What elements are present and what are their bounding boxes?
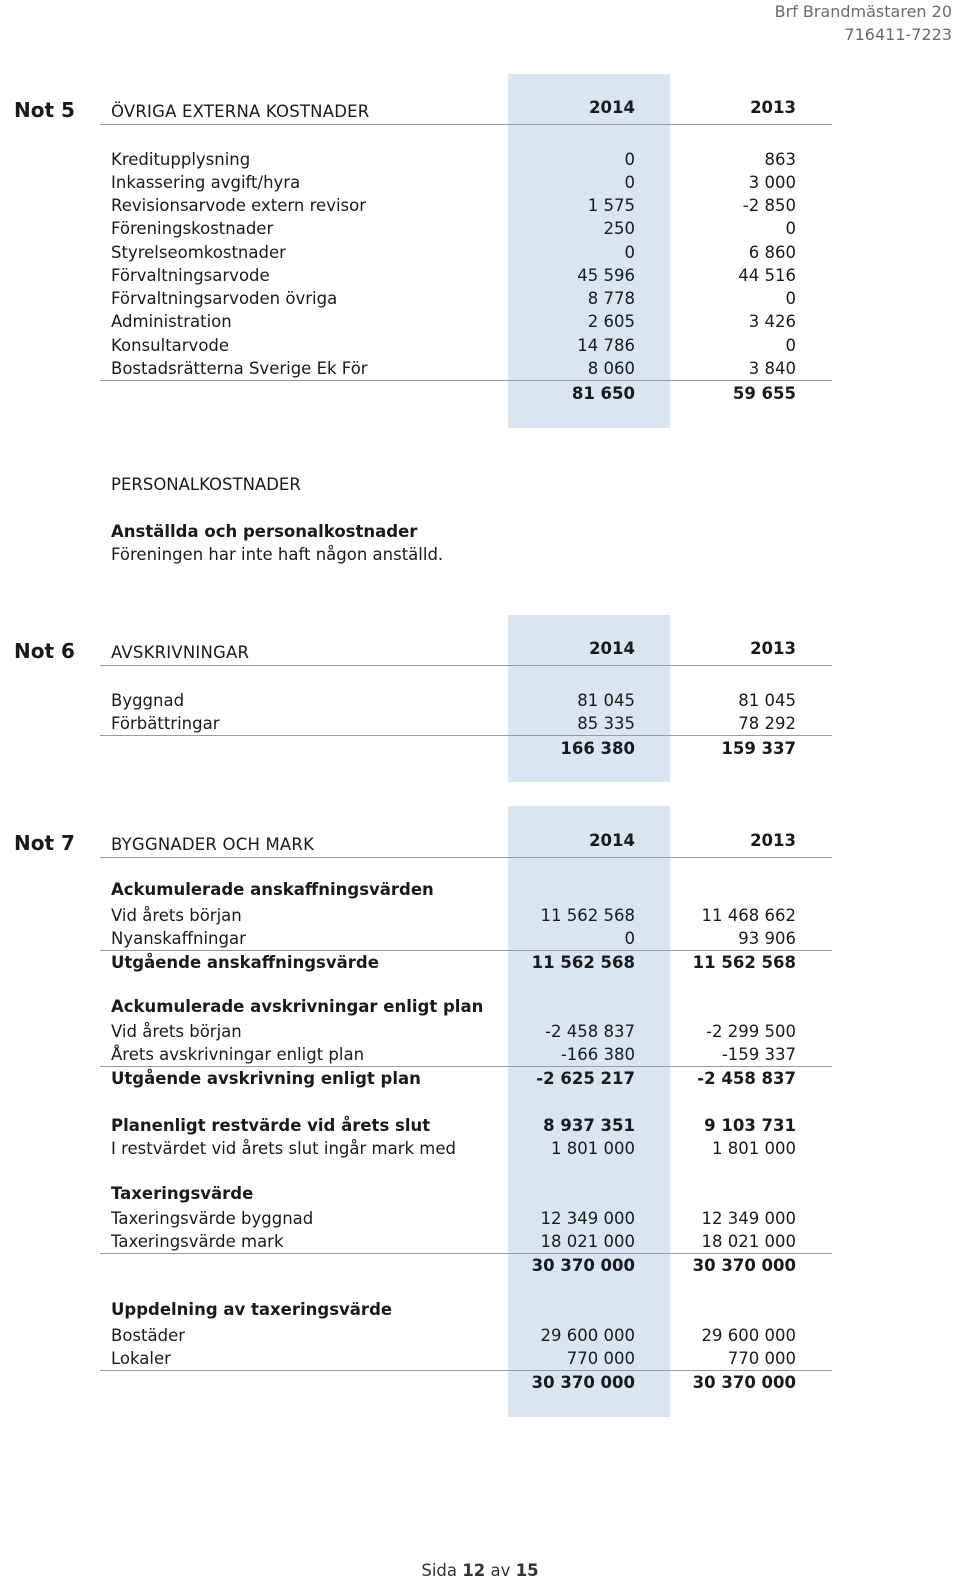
value-2014: -166 380	[560, 1045, 635, 1064]
row-label: Administration	[111, 312, 232, 331]
value-2014: 11 562 568	[531, 953, 635, 972]
table-row	[0, 1347, 960, 1370]
row-label: Konsultarvode	[111, 336, 230, 355]
note5-col-2013: 2013	[750, 98, 796, 117]
divider	[100, 735, 832, 736]
row-label: Taxeringsvärde byggnad	[111, 1209, 314, 1228]
value-2013: 770 000	[727, 1349, 796, 1368]
row-label: Taxeringsvärde mark	[111, 1232, 284, 1251]
value-2013: 3 426	[748, 312, 796, 331]
tax-title: Taxeringsvärde	[111, 1184, 254, 1203]
value-2013: 3 840	[748, 359, 796, 378]
divider	[100, 380, 832, 381]
value-2014: 770 000	[566, 1349, 635, 1368]
value-2014: 1 575	[587, 196, 635, 215]
row-label: Utgående anskaffningsvärde	[111, 953, 379, 972]
value-2014: 8 937 351	[543, 1116, 635, 1135]
value-2014: 0	[624, 173, 635, 192]
value-2014: 29 600 000	[540, 1326, 635, 1345]
footer-page: 12	[462, 1561, 486, 1580]
total-2014: 81 650	[571, 384, 635, 403]
document-header	[775, 0, 952, 46]
value-2013: 0	[785, 289, 796, 308]
value-2014: 0	[624, 150, 635, 169]
value-2013: 29 600 000	[701, 1326, 796, 1345]
total-2014: 30 370 000	[531, 1256, 635, 1275]
total-2013: 59 655	[732, 384, 796, 403]
note6-col-2013: 2013	[750, 639, 796, 658]
table-row	[0, 1230, 960, 1253]
total-2013: 159 337	[721, 739, 796, 758]
row-label: Inkassering avgift/hyra	[111, 173, 301, 192]
page-footer	[0, 1561, 960, 1580]
table-row	[0, 194, 960, 217]
value-2014: 1 801 000	[551, 1139, 635, 1158]
note7-col-2014: 2014	[589, 831, 635, 850]
tax-total-row	[0, 1254, 960, 1277]
total-2014: 166 380	[560, 739, 635, 758]
divider	[100, 665, 832, 666]
row-label: Lokaler	[111, 1349, 171, 1368]
value-2013: -2 299 500	[706, 1022, 796, 1041]
value-2014: -2 458 837	[545, 1022, 635, 1041]
row-label: Nyanskaffningar	[111, 929, 246, 948]
table-row	[0, 904, 960, 927]
table-row	[0, 217, 960, 240]
table-row	[0, 1207, 960, 1230]
value-2013: 3 000	[748, 173, 796, 192]
table-row	[0, 171, 960, 194]
row-label: I restvärdet vid årets slut ingår mark med	[111, 1139, 456, 1158]
value-2014: 0	[624, 243, 635, 262]
value-2013: 863	[764, 150, 796, 169]
note6-total-row	[0, 737, 960, 760]
row-label: Föreningskostnader	[111, 219, 274, 238]
total-2013: 30 370 000	[692, 1373, 796, 1392]
table-row	[0, 1324, 960, 1347]
footer-total: 15	[515, 1561, 539, 1580]
note5-col-2014: 2014	[589, 98, 635, 117]
value-2014: 18 021 000	[540, 1232, 635, 1251]
row-label: Bostäder	[111, 1326, 186, 1345]
row-label: Kreditupplysning	[111, 150, 251, 169]
footer-middle: av	[490, 1561, 511, 1580]
note6-col-2014: 2014	[589, 639, 635, 658]
org-number: 716411-7223	[844, 25, 952, 44]
row-label: Byggnad	[111, 691, 185, 710]
note6-title: AVSKRIVNINGAR	[111, 643, 250, 662]
sec1-title: Ackumulerade anskaffningsvärden	[111, 880, 434, 899]
table-row	[0, 148, 960, 171]
value-2014: 12 349 000	[540, 1209, 635, 1228]
value-2013: 11 468 662	[701, 906, 796, 925]
divider	[100, 124, 832, 125]
value-2013: 81 045	[738, 691, 796, 710]
value-2014: 8 778	[587, 289, 635, 308]
table-row	[0, 1043, 960, 1066]
table-row	[0, 334, 960, 357]
value-2014: 250	[603, 219, 635, 238]
note5-title: ÖVRIGA EXTERNA KOSTNADER	[111, 102, 370, 121]
table-row	[0, 264, 960, 287]
divider	[100, 857, 832, 858]
row-label: Planenligt restvärde vid årets slut	[111, 1116, 431, 1135]
value-2013: 93 906	[738, 929, 796, 948]
table-row	[0, 287, 960, 310]
note5-number: Not 5	[14, 98, 75, 122]
value-2013: 9 103 731	[704, 1116, 796, 1135]
row-label: Förvaltningsarvoden övriga	[111, 289, 338, 308]
value-2014: 81 045	[577, 691, 635, 710]
row-label: Vid årets början	[111, 906, 242, 925]
value-2013: 11 562 568	[692, 953, 796, 972]
note7-col-2013: 2013	[750, 831, 796, 850]
table-row	[0, 927, 960, 950]
note7-title: BYGGNADER OCH MARK	[111, 835, 315, 854]
table-row-restvarde	[0, 1114, 960, 1137]
value-2014: 11 562 568	[540, 906, 635, 925]
value-2013: 78 292	[738, 714, 796, 733]
value-2013: -2 850	[742, 196, 796, 215]
personal-heading: PERSONALKOSTNADER	[111, 475, 301, 494]
table-row	[0, 241, 960, 264]
table-row	[0, 357, 960, 380]
table-row	[0, 689, 960, 712]
note6-number: Not 6	[14, 639, 75, 663]
row-label: Vid årets början	[111, 1022, 242, 1041]
value-2013: 6 860	[748, 243, 796, 262]
total-2013: 30 370 000	[692, 1256, 796, 1275]
value-2013: 0	[785, 336, 796, 355]
value-2013: -159 337	[721, 1045, 796, 1064]
table-row-total	[0, 1067, 960, 1090]
value-2013: 1 801 000	[712, 1139, 796, 1158]
value-2014: 2 605	[587, 312, 635, 331]
row-label: Revisionsarvode extern revisor	[111, 196, 367, 215]
value-2014: 0	[624, 929, 635, 948]
row-label: Förbättringar	[111, 714, 220, 733]
value-2014: 45 596	[577, 266, 635, 285]
value-2014: 8 060	[587, 359, 635, 378]
table-row	[0, 310, 960, 333]
table-row	[0, 712, 960, 735]
table-row-mark	[0, 1137, 960, 1160]
org-name: Brf Brandmästaren 20	[774, 2, 952, 21]
value-2014: -2 625 217	[536, 1069, 635, 1088]
personal-text: Föreningen har inte haft någon anställd.	[111, 545, 444, 564]
note7-number: Not 7	[14, 831, 75, 855]
table-row	[0, 1020, 960, 1043]
personal-subheading: Anställda och personalkostnader	[111, 522, 418, 541]
value-2014: 14 786	[577, 336, 635, 355]
sec2-title: Ackumulerade avskrivningar enligt plan	[111, 997, 484, 1016]
row-label: Bostadsrätterna Sverige Ek För	[111, 359, 368, 378]
value-2013: 0	[785, 219, 796, 238]
row-label: Årets avskrivningar enligt plan	[111, 1045, 365, 1064]
value-2013: 18 021 000	[701, 1232, 796, 1251]
split-title: Uppdelning av taxeringsvärde	[111, 1300, 393, 1319]
value-2013: 44 516	[738, 266, 796, 285]
split-total-row	[0, 1371, 960, 1394]
value-2014: 85 335	[577, 714, 635, 733]
value-2013: -2 458 837	[697, 1069, 796, 1088]
row-label: Styrelseomkostnader	[111, 243, 286, 262]
table-row-total	[0, 951, 960, 974]
note5-total-row	[0, 382, 960, 405]
row-label: Förvaltningsarvode	[111, 266, 270, 285]
total-2014: 30 370 000	[531, 1373, 635, 1392]
row-label: Utgående avskrivning enligt plan	[111, 1069, 421, 1088]
value-2013: 12 349 000	[701, 1209, 796, 1228]
footer-prefix: Sida	[421, 1561, 458, 1580]
